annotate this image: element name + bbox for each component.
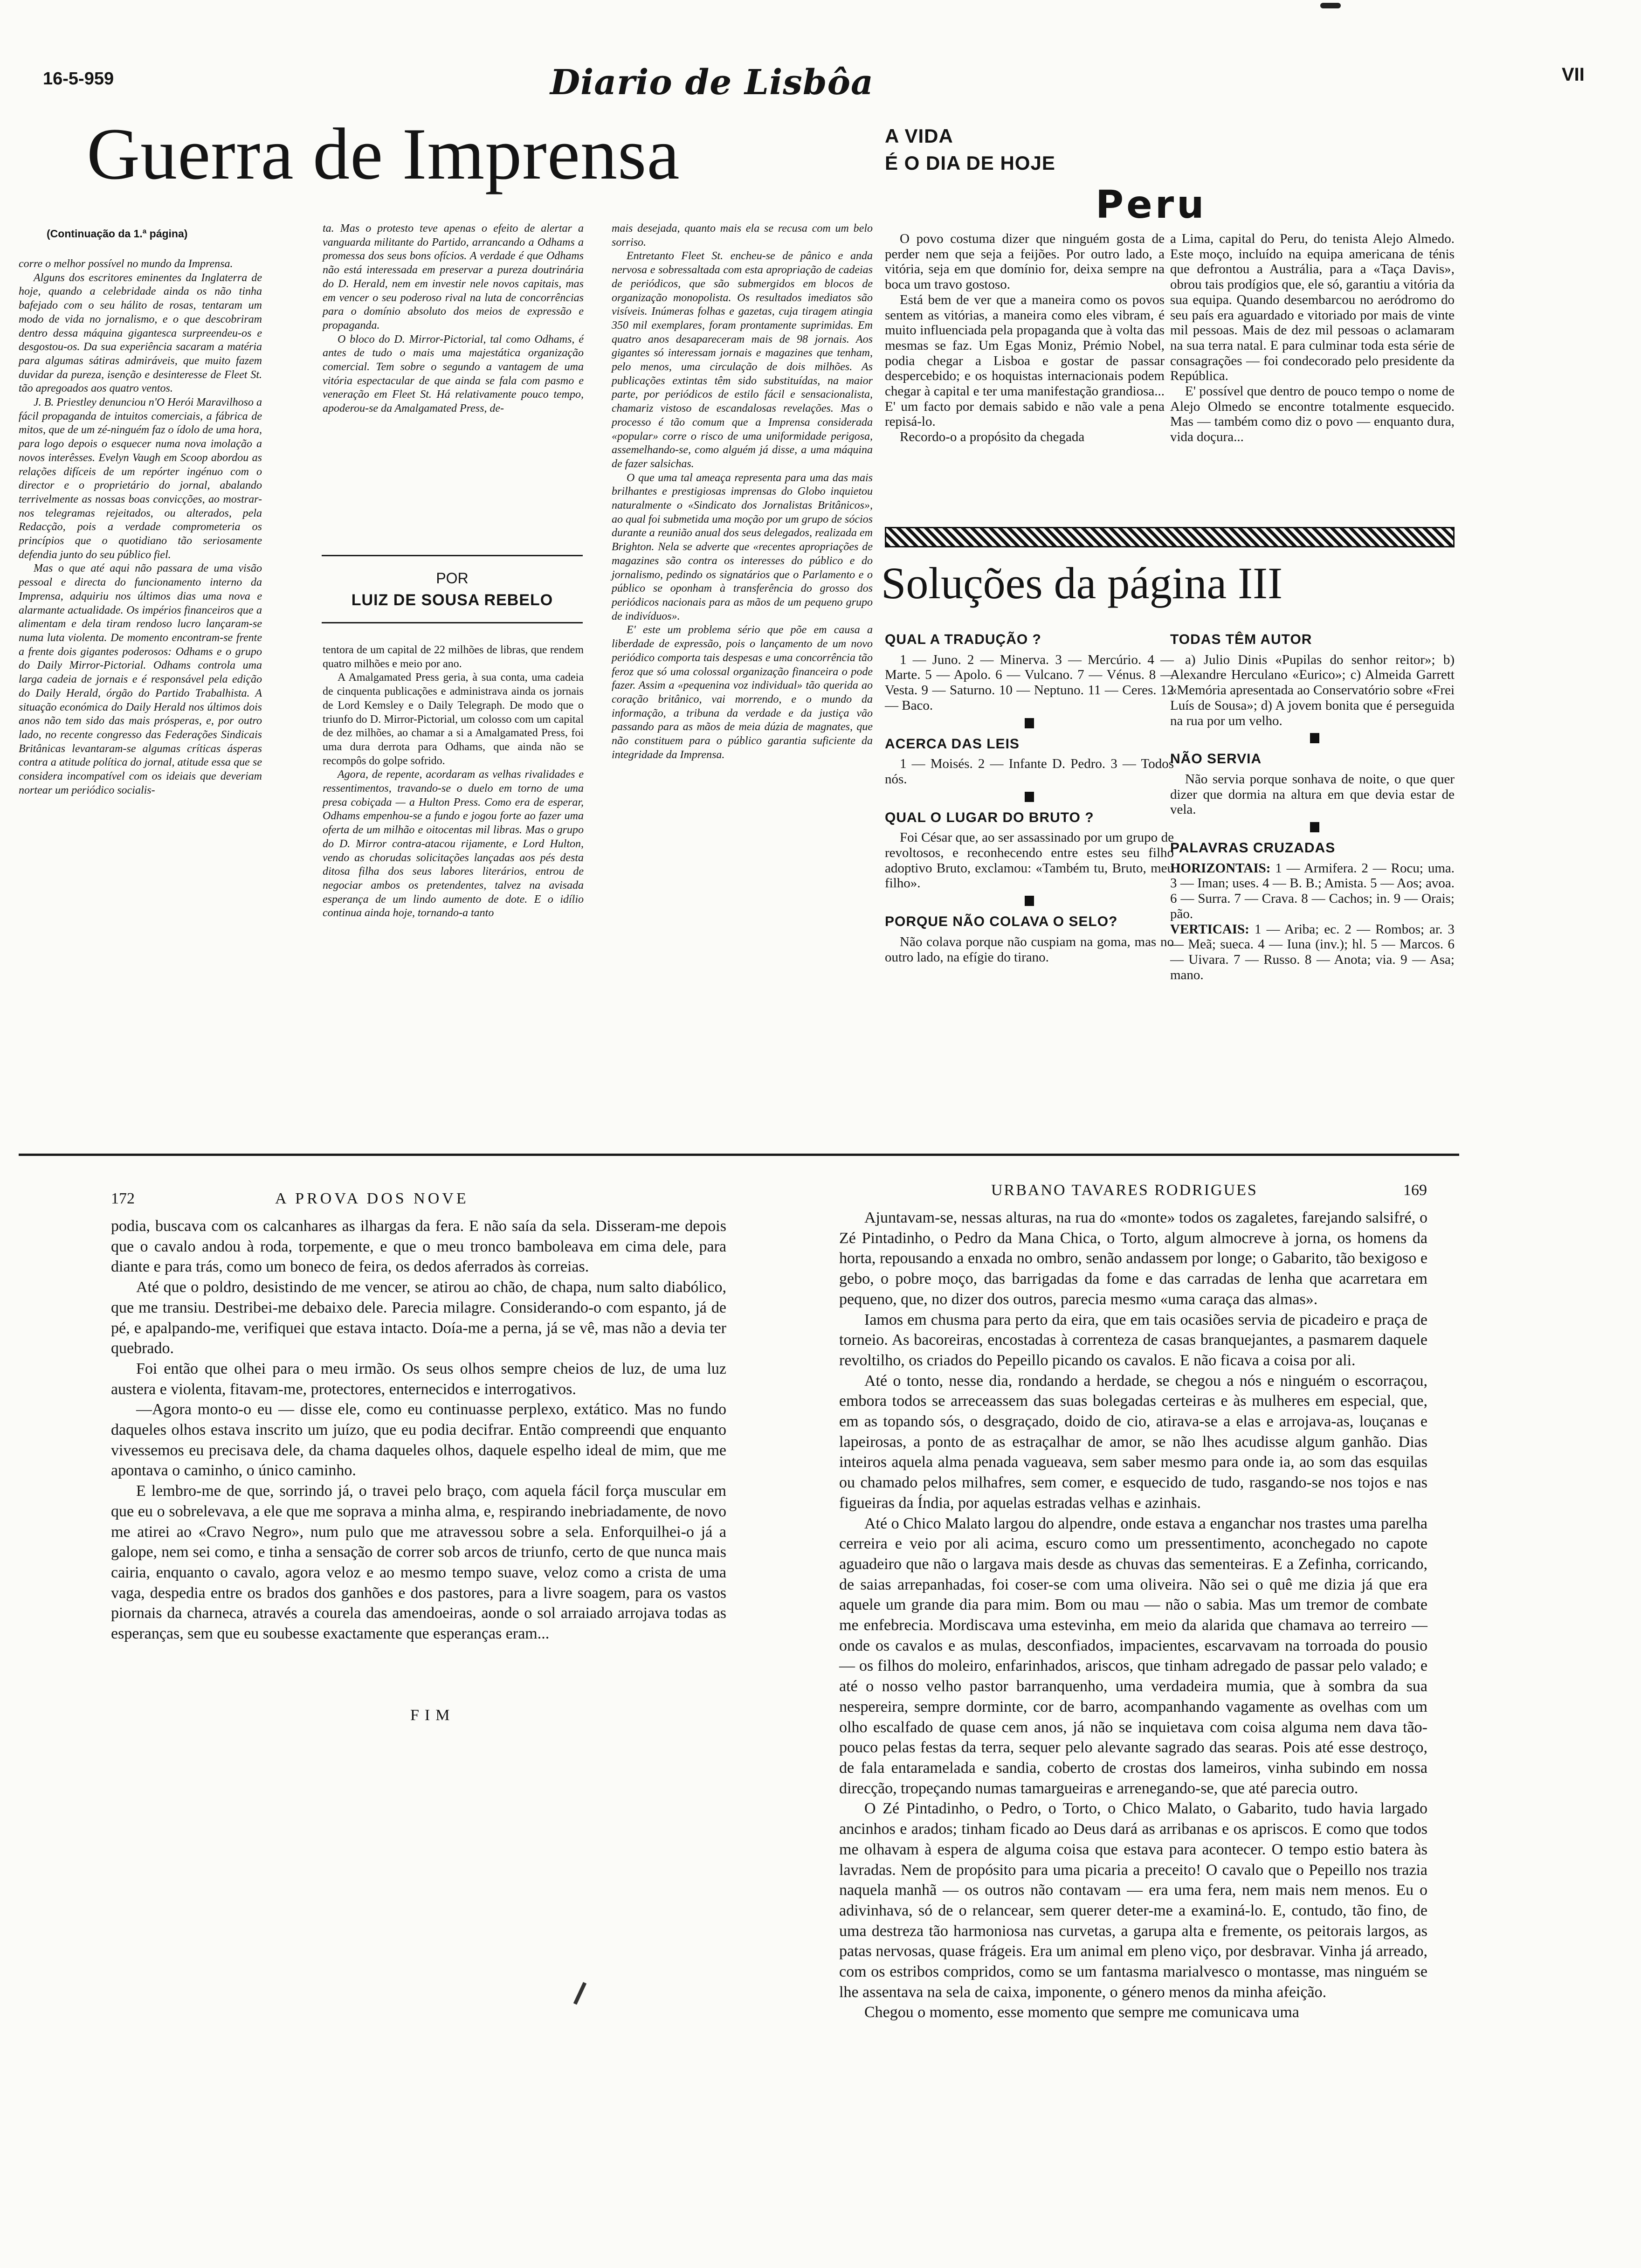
bullet-square xyxy=(1310,733,1319,743)
solucao-heading: ACERCA DAS LEIS xyxy=(885,736,1020,752)
solucao-heading: QUAL O LUGAR DO BRUTO ? xyxy=(885,809,1094,825)
left-page-text xyxy=(111,1216,726,1644)
paragraph: E' possível que dentro de pouco tempo o nome de Alejo Olmedo se encontre totalmente esquecido. Mas — também como diz o povo — enquanto dura, vida doçura... xyxy=(1170,384,1455,445)
solucao-heading: QUAL A TRADUÇÃO ? xyxy=(885,632,1041,647)
byline-rule-bottom xyxy=(322,622,583,623)
paragraph: O bloco do D. Mirror-Pictorial, tal como Odhams, é antes de tudo o mais uma majestática organização comercial. Tem sobre o segundo a vantagem de uma vitória espectacular de que ainda se fala com pasmo e veneração em Fleet St. Há relativamente pouco tempo, apoderou-se da Amalgamated Press, de- xyxy=(323,333,584,415)
cruzadas-verticais xyxy=(1170,922,1455,983)
solucao-heading: TODAS TÊM AUTOR xyxy=(1170,632,1312,647)
byline-rule-top xyxy=(322,555,583,556)
horizontais-label: HORIZONTAIS: xyxy=(1170,860,1271,876)
bullet-square xyxy=(1025,896,1034,906)
paragraph: a Lima, capital do Peru, do tenista Alejo Almedo. Este moço, incluído na equipa americana de ténis que defrontou a Austrália, para a «Taça Davis», obrou tais prodígios que, ele só, garantiu a vitória da sua equipa. Quando desembarcou no aeródromo do seu país era aguardado e vitoriado por mais de vinte mil pessoas. Mais de dez mil pessoas o aclamaram na sua terra natal. E para culminar toda esta série de consagrações — foi condecorado pelo presidente da República. xyxy=(1170,231,1455,384)
fim-label: FIM xyxy=(410,1707,455,1724)
paragraph: Foi então que olhei para o meu irmão. Os seus olhos sempre cheios de luz, de uma luz austera e violenta, fitavam-me, protectores, enternecidos e interrogativos. xyxy=(111,1360,726,1398)
paragraph: podia, buscava com os calcanhares as ilhargas da fera. E não saía da sela. Disseram-me depois que o cavalo andou à roda, torpemente, e que o meu tronco bamboleava em cima dele, para diante e para trás, como um boneco de feira, os dedos aferrados às correias. xyxy=(111,1217,726,1276)
paragraph: ta. Mas o protesto teve apenas o efeito de alertar a vanguarda militante do Partido, arrancando a Odhams a promessa dos seus bons ofícios. A verdade é que Odhams não está interessada em preservar a pureza doutrinária do D. Herald, nem em investir nele novos capitais, mas em vencer o seu poderoso rival na luta de concorrências para o domínio absoluto dos meios de expressão e propaganda. xyxy=(323,222,584,332)
solucao-body: Não colava porque não cuspiam na goma, mas no outro lado, na efígie do tirano. xyxy=(885,934,1174,965)
scan-speck xyxy=(1320,3,1341,8)
peru-column-2 xyxy=(1170,231,1455,445)
article-column-1 xyxy=(19,257,262,797)
article-column-2b xyxy=(323,643,584,920)
paragraph: Está bem de ver que a maneira como os povos sentem as vitórias, a maneira como eles vibram, é muito influenciada pela propaganda que à volta das mesmas se faz. Um Egas Moniz, Prémio Nobel, podia chegar a Lisboa e gostar de passar despercebido; e os hoquistas internacionais podem chegar à capital e ter uma manifestação grandiosa... E' um facto por demais sabido e não vale a pena repisá-lo. xyxy=(885,292,1165,429)
byline-name: LUIZ DE SOUSA REBELO xyxy=(351,591,553,609)
byline-por: POR xyxy=(436,570,469,587)
paragraph: Até que o poldro, desistindo de me vencer, se atirou ao chão, de chapa, num salto diabólico, que me transiu. Destribei-me debaixo dele. Parecia milagre. Considerando-o com espanto, já de pé, e apalpando-me, verifiquei que estava intacto. Doía-me a perna, já se vê, mas não a devia ter quebrado. xyxy=(111,1279,726,1357)
solucoes-title: Soluções da página III xyxy=(881,558,1283,608)
scan-speck xyxy=(573,1982,586,2005)
left-running-title: A PROVA DOS NOVE xyxy=(275,1190,469,1207)
ornamental-band xyxy=(885,527,1455,547)
right-page-text xyxy=(839,1208,1427,2023)
paragraph: —Agora monto-o eu — disse ele, como eu continuasse perplexo, extático. Mas no fundo daqueles olhos estava inscrito um juízo, que eu podia decifrar. Então compreendi que enquanto vivessemos eu precisava dele, da chama daqueles olhos, daquele espelho ideal de mim, que me apontava o caminho, o único caminho. xyxy=(111,1401,726,1480)
paragraph: Até o Chico Malato largou do alpendre, onde estava a enganchar nos trastes uma parelha cerreira e veio por ali acima, escuro como um pressentimento, aconchegado no capote aguadeiro que não o largava mais desde as chuvas das sementeiras. E a Zefinha, corricando, de saias arrepanhadas, foi coser-se com uma oliveira. Não sei o quê me dizia já que era aquele um grande dia para mim. Bom ou mau — não o sabia. Mas um tremor de combate me enfebrecia. Mordiscava uma estevinha, em meio da alarida que chamava ao terreiro — onde os cavalos e as mulas, desconfiados, impacientes, escarvavam na torroada do pousio — os filhos do moleiro, enfarinhados, ariscos, que tinham adregado de passar pelo valado; e até o nosso velho pastor barranquenho, uma verdadeira mumia, que à sombra da sua nespereira, sempre dorminte, cor de barro, acompanhando vagamente as ovelhas com um olho escalfado de quase cem anos, já não se inquietava com coisa alguma nem dava tão-pouco pelas festas da terra, sequer pelo alevante sagrado das searas. Pois até esse destroço, de fala entaramelada e sandia, coberto de crostas dos lameiros, vinha subindo em nossa direcção, tropeçando numas tamargueiras e arrenegando-se, que até parecia outro. xyxy=(839,1514,1427,1797)
paragraph: O Zé Pintadinho, o Pedro, o Torto, o Chico Malato, o Gabarito, tudo havia largado ancinhos e arados; tinham ficado ao Deus dará as arribanas e os apriscos. E como que todos me olhavam à espera de alguma coisa que estava para acontecer. O tempo estio batera às lavradas. Nem de propósito para uma picaria a preceito! O cavalo que o Pepeillo nos trazia naquela manhã — os outros não contavam — era uma fera, nem mais nem menos. Eu o adivinhava, só de o relancear, sem querer deter-me a examiná-lo. E, contudo, tão fino, de uma destreza tão harmoniosa nas curvetas, a garupa alta e fremente, os peitorais largos, as patas nervosas, quase frágeis. Era um animal em pleno viço, por desbravar. Vinha já arreado, com os estribos compridos, como se um fantasma marialvesco o montasse, mas ninguém se lhe assentava na sela de caixa, imponente, o género menos da minha afeição. xyxy=(839,1800,1427,2001)
section-a-vida: A VIDA xyxy=(885,125,953,147)
masthead: Diario de Lisbôa xyxy=(550,62,874,103)
paragraph: A Amalgamated Press geria, à sua conta, uma cadeia de cinquenta publicações e administrava ainda os jornais de Lord Kemsley e o Daily Telegraph. De modo que o triunfo do D. Mirror-Pictorial, um colosso com um capital de dez milhões, ao chamar a si a Amalgamated Press, foi uma dura derrota para Odhams, que ainda não se recompôs do golpe sofrido. xyxy=(323,671,584,767)
horizontais-answers: 1 — Armifera. 2 — Rocu; uma. 3 — Iman; uses. 4 — B. B.; Amista. 5 — Aos; avoa. 6 — Surra. 7 — Crava. 8 — Cachos; in. 9 — Orais; pão. xyxy=(1170,860,1455,921)
right-running-title: URBANO TAVARES RODRIGUES xyxy=(991,1182,1258,1199)
bullet-square xyxy=(1025,718,1034,728)
bullet-square xyxy=(1310,822,1319,832)
article-column-2 xyxy=(323,222,584,416)
continuation-note: (Continuação da 1.ª página) xyxy=(47,228,188,240)
solucao-heading: NÃO SERVIA xyxy=(1170,751,1262,767)
paragraph: Mas o que até aqui não passara de uma visão pessoal e directa do funcionamento interno da Imprensa, adquiriu nos últimos dias uma nova e alarmante actualidade. Os impérios financeiros que a alimentam e dela tiram rendoso lucro lançaram-se numa luta violenta. De momento encontram-se frente a frente dois gigantes poderosos: Odhams e o grupo do Daily Mirror-Pictorial. Odhams controla uma larga cadeia de jornais e é responsável pela edição do Daily Herald, órgão do Partido Trabalhista. A situação económica do Daily Herald nos últimos dois anos não tem sido das mais prósperas, e, por outro lado, no recente congresso das Federações Sindicais Britânicas levantaram-se algumas críticas ásperas contra a atitude política do jornal, atitude essa que se considera incompatível com os ideiais que deveriam nortear um periódico socialis- xyxy=(19,562,262,796)
verticais-label: VERTICAIS: xyxy=(1170,921,1249,937)
solucao-body: 1 — Juno. 2 — Minerva. 3 — Mercúrio. 4 — Marte. 5 — Apolo. 6 — Vulcano. 7 — Vénus. 8 — Vesta. 9 — Saturno. 10 — Neptuno. 11 — Ceres. 12 — Baco. xyxy=(885,652,1174,713)
paragraph: O povo costuma dizer que ninguém gosta de perder nem que seja a feijões. Por outro lado, a vitória, seja em que domínio for, deixa sempre na boca um travo gostoso. xyxy=(885,231,1165,292)
solucao-heading: PALAVRAS CRUZADAS xyxy=(1170,840,1336,856)
paragraph: corre o melhor possível no mundo da Imprensa. xyxy=(19,258,233,270)
section-dia-de-hoje: É O DIA DE HOJE xyxy=(885,152,1055,174)
article-headline: Guerra de Imprensa xyxy=(87,113,680,195)
solucao-body: Foi César que, ao ser assassinado por um grupo de revoltosos, e reconhecendo entre estes seu filho adoptivo Bruto, exclamou: «Também tu, Bruto, meu filho». xyxy=(885,830,1174,891)
paragraph: E lembro-me de que, sorrindo já, o travei pelo braço, com aquela fácil força muscular em que eu o sobrelevava, a ele que me soprava a minha alma, e, respirando inebriadamente, de novo me atirei ao «Cravo Negro», num pulo que me atravessou sobre a sela. Enforquilhei-o já a galope, nem sei como, e tinha a sensação de correr sob arcos de triunfo, certo de que nunca mais cairia, enquanto o cavalo, agora veloz e ao mesmo tempo suave, veloz como a crista de uma vaga, despedia entre os brados dos ganhões e dos pastores, para a livre soagem, para os vastos piornais da charneca, através a courela das amendoeiras, aonde o sol arraiado arrojava todas as esperanças, sem que eu soubesse exactamente que esperanças eram... xyxy=(111,1482,726,1643)
paragraph: Ajuntavam-se, nessas alturas, na rua do «monte» todos os zagaletes, farejando salsifré, o Zé Pintadinho, o Pedro da Mana Chica, o Torto, algum almocreve à jorna, os homens da horta, repousando a enxada no ombro, senão andassem por longe; o Gabarito, tão bexigoso e gebo, o pobre moço, das barrigadas da fome e das carradas de lenha que acarretara em pequeno, que, no dizer dos outros, parecia mesmo «uma caraça das almas». xyxy=(839,1209,1427,1308)
paragraph: Iamos em chusma para perto da eira, que em tais ocasiões servia de picadeiro e praça de torneio. As bacoreiras, encostadas à correnteza de casas branquejantes, a pasmarem daquele revoltilho, os criados do Pepeillo picando os cavalos. E não ficava a coisa por ali. xyxy=(839,1311,1427,1369)
solucoes-right xyxy=(1170,624,1455,982)
page-date: 16-5-959 xyxy=(43,69,114,89)
paragraph: J. B. Priestley denunciou n'O Herói Maravilhoso a fácil propaganda de intuitos comerciais, a fábrica de mitos, que de um zé-ninguém faz o ídolo de uma hora, para logo depois o esquecer numa nova imolação a novos interêsses. Evelyn Vaugh em Scoop abordou as relações difíceis de um repórter ingénuo com o director e o proprietário do jornal, abalando terrivelmente as nossas boas convicções, ao mostrar-nos telegramas rejeitados, ou alterados, pela Redacção, pois a verdade comprometeria os princípios que o quotidiano tão seriosamente defendia junto do seu público fiel. xyxy=(19,396,262,561)
paragraph: Alguns dos escritores eminentes da Inglaterra de hoje, quando a celebridade ainda os não tinha bafejado com o seu hálito de rosas, tentaram um modo de vida no jornalismo, e o que descobriram dentro dessa máquina gigantesca surpreendeu-os e desgostou-os. Da sua experiência sacaram a matéria para algumas sátiras admiráveis, que muito fazem duvidar da pureza, isenção e desinteresse de Fleet St. tão apregoados aos quatro ventos. xyxy=(19,271,262,395)
cruzadas-horizontais xyxy=(1170,861,1455,922)
peru-title: Peru xyxy=(1096,183,1207,227)
solucao-heading: PORQUE NÃO COLAVA O SELO? xyxy=(885,914,1118,930)
solucao-body: a) Julio Dinis «Pupilas do senhor reitor»; b) Alexandre Herculano «Eurico»; c) Almeida Garrett «Memória apresentada ao Conservatório sobre «Frei Luís de Sousa»; d) A jovem bonita que é perseguida na rua por um velho. xyxy=(1170,652,1455,728)
paragraph: tentora de um capital de 22 milhões de libras, que rendem quatro milhões e meio por ano. xyxy=(323,644,584,670)
left-page-number: 172 xyxy=(111,1190,135,1207)
peru-column-1 xyxy=(885,231,1165,445)
paragraph: E' este um problema sério que põe em causa a liberdade de expressão, pois o lançamento de um novo periódico comporta tais despesas e uma concorrência tão feroz que só uma colossal organização financeira o pode fazer. Assim a «pequenina voz individual» tão querida ao coração britânico, vai morrendo, e o mundo da informação, a tribuna da verdade e da justiça vão passando para as mãos de meia dúzia de magnates, que não constituem para o público garantia suficiente da integridade da Imprensa. xyxy=(612,624,873,761)
solucao-body: Não servia porque sonhava de noite, o que quer dizer que dormia na altura em que devia estar de vela. xyxy=(1170,771,1455,817)
paragraph: O que uma tal ameaça representa para uma das mais brilhantes e prestigiosas imprensas do Globo inquietou naturalmente o «Sindicato dos Jornalistas Britânicos», ao qual foi submetida uma moção por um grupo de sócios durante a reunião anual dos seus delegados, realizada em Brighton. Nela se adverte que «recentes apropriações de magazines são contra os interesses do público e do jornalismo, pedindo os signatários que o Parlamento e o público se oponham à transferência do grosso dos periódicos nacionais para as mãos de um pequeno grupo de indivíduos». xyxy=(612,471,873,622)
verticais-answers: 1 — Ariba; ec. 2 — Rombos; ar. 3 — Meã; sueca. 4 — Iuna (inv.); hl. 5 — Marcos. 6 — Uivara. 7 — Russo. 8 — Anota; via. 9 — Asa; mano. xyxy=(1170,921,1455,982)
solucoes-left xyxy=(885,624,1174,965)
paragraph: Até o tonto, nesse dia, rondando a herdade, se chegou a nós e ninguém o escorraçou, embora todos se arreceassem das suas bolegadas certeiras e às mulheres em especial, que, em as topando sós, o desgraçado, doido de cio, atirava-se a elas e arrojava-as, louçanas e lapeirosas, a ponto de as estraçalhar de amor, se não lhes acudisse algum ganhão. Dias inteiros aquela alma penada vagueava, sem saber mesmo para onde ia, ao som das esquilas ou chamado pelos milhafres, sem comer, e esquecido de tudo, rasgando-se nos tojos e nas figueiras da Índia, por aquelas estradas velhas e azinhais. xyxy=(839,1372,1427,1512)
solucao-body: 1 — Moisés. 2 — Infante D. Pedro. 3 — Todos nós. xyxy=(885,756,1174,787)
paragraph: mais desejada, quanto mais ela se recusa com um belo sorriso. xyxy=(612,222,873,249)
paragraph: Chegou o momento, esse momento que sempre me comunicava uma xyxy=(864,2004,1299,2021)
paragraph: Entretanto Fleet St. encheu-se de pânico e anda nervosa e sobressaltada com esta apropriação de cadeias de periódicos, que são submergidos em blocos de organização monopolista. Os resultados imediatos são visíveis. Inúmeras folhas e gazetas, cuja tiragem atingia 350 mil exemplares, foram prontamente suprimidas. Em quatro anos desapareceram mais de 98 jornais. Aos gigantes só interessam jornais e magazines que tenham, pelo menos, uma circulação de dois milhões. As publicações extintas têm sido substituídas, na maior parte, por periódicos de estilo fácil e sensacionalista, chamariz vistoso de escandalosas revelações. Mas o processo é tão comum que a Imprensa considerada «popular» corre o risco de uma uniformidade perigosa, assemelhando-se, como alguém já disse, a uma máquina de fazer salsichas. xyxy=(612,250,873,470)
newspaper-bottom-rule xyxy=(19,1154,1459,1156)
bullet-square xyxy=(1025,792,1034,802)
right-page-number: 169 xyxy=(1403,1182,1427,1199)
page-number-top: VII xyxy=(1562,64,1585,85)
paragraph: Agora, de repente, acordaram as velhas rivalidades e ressentimentos, travando-se o duelo em torno de uma presa cobiçada — a Hulton Press. Como era de esperar, Odhams empenhou-se a fundo e jogou forte ao fazer uma oferta de um milhão e oitocentas mil libras. Mas o grupo do D. Mirror contra-atacou rijamente, e Lord Hulton, vendo as chorudas solicitações lançadas aos pés desta ditosa filha dos seus labores literários, entrou de negociar ambos os pretendentes, talvez na avisada esperança de um lindo aumento de dote. E o idílio continua ainda hoje, tornando-a tanto xyxy=(323,768,584,920)
paragraph: Recordo-o a propósito da chegada xyxy=(900,429,1085,445)
article-column-3 xyxy=(612,222,873,762)
